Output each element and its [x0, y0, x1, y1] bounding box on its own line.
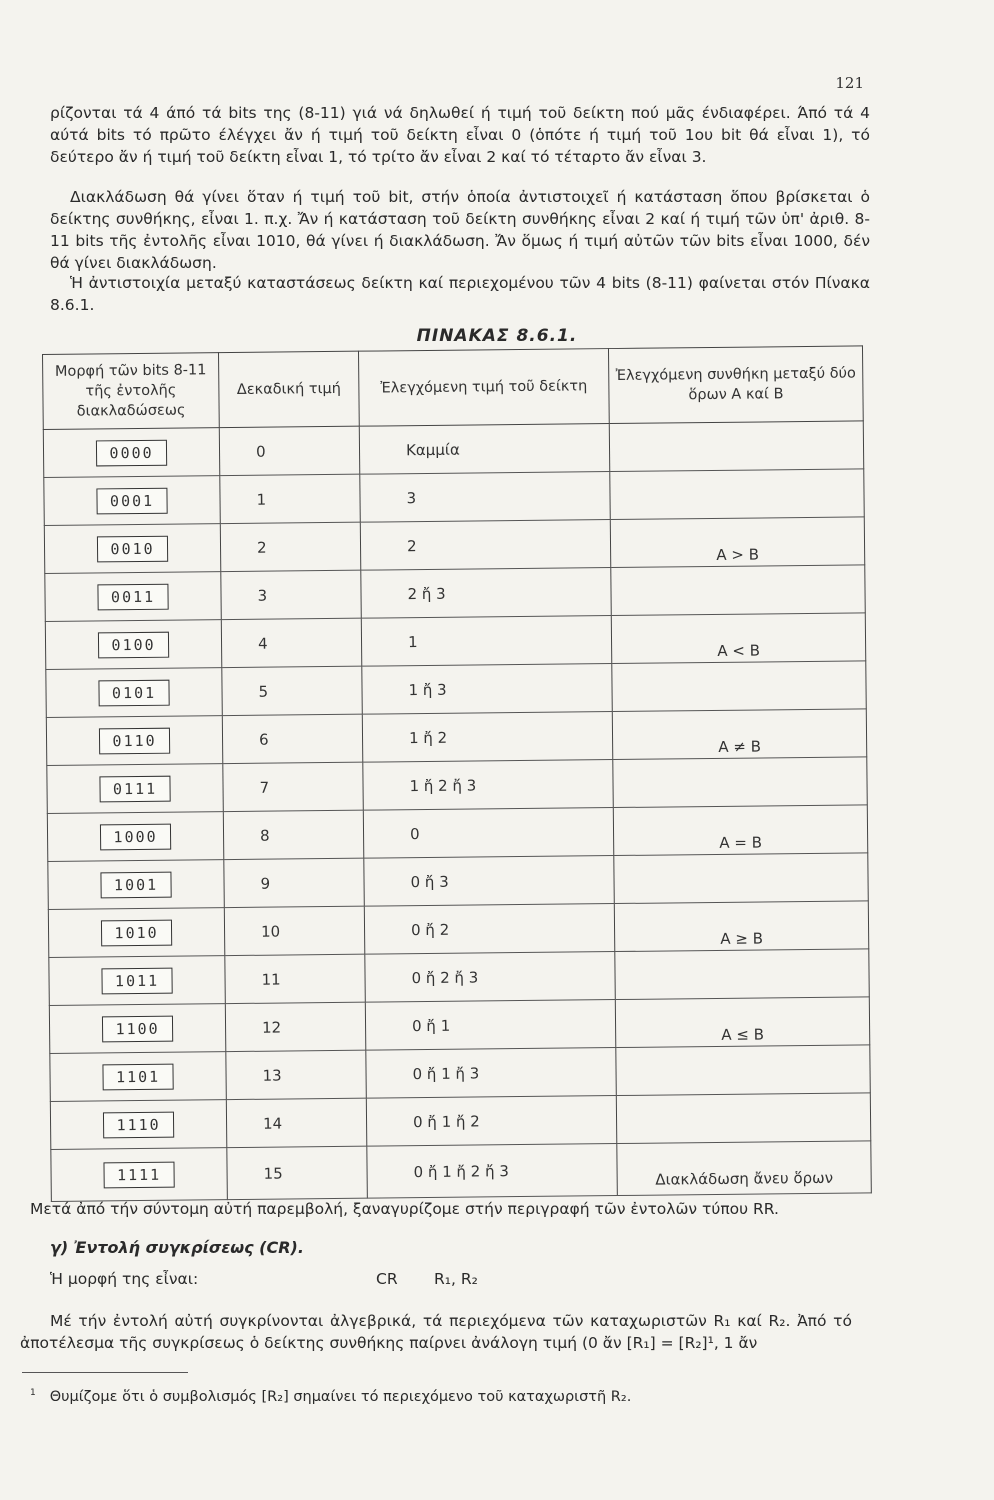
cell-decimal: 2	[220, 522, 360, 571]
table-row	[45, 565, 865, 622]
bit-pattern-box: 0011	[98, 583, 168, 610]
table-row	[47, 757, 867, 814]
table-row	[49, 949, 869, 1006]
cell-condition	[611, 565, 865, 616]
paragraph-branching: Διακλάδωση θά γίνει ὅταν ή τιμή τοῦ bit, στήν ὁποία ἀντιστοιχεῖ ή κατάσταση ὅπου βρίσκεται ὁ δείκτης συνθήκης, εἶναι 1. π.χ. Ἄν ή κατάσταση τοῦ δείκτη συνθήκης εἶναι 2 καί ή τιμή τῶν ὑπ' ἀριθ. 8-11 bits τῆς ἐντολῆς εἶναι 1010, θά γίνει ή διακλάδωση. Ἄν ὅμως ή τιμή αὐτῶν τῶν bits εἶναι 1000, δέν θά γίνει διακλάδωση.	[50, 188, 870, 272]
cell-indicator: 1 ἤ 2	[362, 712, 612, 763]
cell-indicator: Καμμία	[359, 424, 609, 475]
footnote-marker: 1	[30, 1388, 36, 1398]
cell-decimal: 3	[221, 570, 361, 619]
cell-bits	[44, 524, 220, 574]
cell-condition: A ≠ B	[612, 709, 866, 760]
cell-indicator: 0 ἤ 3	[364, 856, 614, 907]
bit-pattern-box: 0111	[100, 775, 170, 802]
cell-bits	[51, 1148, 228, 1202]
cell-bits	[49, 1004, 225, 1054]
header-bits-format: Μορφή τῶν bits 8-11 τῆς ἐντολῆς διακλαδώσεως	[43, 353, 220, 430]
cell-bits	[48, 860, 224, 910]
format-label: Ἡ μορφή της εἶναι:	[50, 1270, 199, 1288]
cell-condition: A ≤ B	[615, 997, 869, 1048]
cell-decimal: 5	[222, 666, 362, 715]
bit-pattern-box: 0110	[99, 727, 169, 754]
table-row	[47, 805, 867, 862]
cell-condition: Διακλάδωση ἄνευ ὅρων	[617, 1141, 872, 1196]
table-row	[50, 1045, 870, 1102]
cell-condition: A < B	[611, 613, 865, 664]
table-row	[43, 421, 863, 478]
cell-condition	[609, 421, 863, 472]
bit-pattern-box: 1011	[102, 967, 172, 994]
cell-bits	[43, 428, 219, 478]
table-row	[45, 613, 865, 670]
table-container	[42, 345, 871, 1189]
format-mnemonic: CR	[376, 1270, 398, 1288]
cell-decimal: 12	[225, 1002, 365, 1051]
cell-condition: A ≥ B	[614, 901, 868, 952]
cell-decimal: 0	[219, 426, 359, 475]
cell-condition: A = B	[613, 805, 867, 856]
cell-bits	[45, 572, 221, 622]
header-condition: Ἐλεγχόμενη συνθήκη μεταξύ δύο ὅρων A καί B	[608, 346, 863, 424]
paragraph-return-to-rr: Μετά ἀπό τήν σύντομη αὐτή παρεμβολή, ξαναγυρίζομε στήν περιγραφή τῶν ἐντολῶν τύπου RR.	[30, 1200, 779, 1218]
footnote-text: Θυμίζομε ὅτι ὁ συμβολισμός [R₂] σημαίνει τό περιεχόμενο τοῦ καταχωριστῆ R₂.	[49, 1388, 632, 1405]
cell-decimal: 9	[224, 858, 364, 907]
cell-indicator: 1 ἤ 2 ἤ 3	[363, 760, 613, 811]
cell-indicator: 3	[360, 472, 610, 523]
cell-condition	[614, 853, 868, 904]
cell-condition	[613, 757, 867, 808]
section-heading-cr: γ) Ἐντολή συγκρίσεως (CR).	[50, 1238, 304, 1257]
cell-bits	[50, 1052, 226, 1102]
paragraph-intro: ρίζονται τά 4 άπό τά bits της (8-11) γιά νά δηλωθεί ή τιμή τοῦ δείκτη πού μᾶς ένδιαφέρει. Άπό τά 4 αύτά bits τό πρῶτο έλέγχει ἄν ή τιμή τοῦ δείκτη εἶναι 0 (ὁπότε ή τιμή τοῦ 1ου bit θά εἶναι 1), τό δεύτερο ἄν ή τιμή τοῦ δείκτη εἶναι 1, τό τρίτο ἄν εἶναι 2 καί τό τέταρτο ἄν εἶναι 3.	[50, 104, 870, 166]
bit-pattern-box: 1110	[103, 1111, 173, 1138]
header-decimal-value: Δεκαδική τιμή	[218, 351, 359, 427]
cell-indicator: 2	[360, 520, 610, 571]
bit-pattern-box: 1100	[102, 1015, 172, 1042]
cell-decimal: 11	[225, 954, 365, 1003]
paragraph-table-reference: Ἡ ἀντιστοιχία μεταξύ καταστάσεως δείκτη καί περιεχομένου τῶν 4 bits (8-11) φαίνεται στόν Πίνακα 8.6.1.	[50, 274, 870, 314]
cell-indicator: 1 ἤ 3	[362, 664, 612, 715]
cell-decimal: 14	[226, 1098, 366, 1147]
cell-decimal: 15	[227, 1146, 368, 1199]
table-row	[49, 997, 869, 1054]
bit-pattern-box: 1000	[100, 823, 170, 850]
table-body	[43, 421, 871, 1202]
bit-pattern-box: 0010	[97, 535, 167, 562]
table-row	[48, 901, 868, 958]
cell-condition	[612, 661, 866, 712]
bit-pattern-box: 1001	[101, 871, 171, 898]
cell-condition	[616, 1045, 870, 1096]
table-row	[48, 853, 868, 910]
cell-bits	[44, 476, 220, 526]
cell-indicator: 0 ἤ 1 ἤ 2	[366, 1096, 616, 1147]
table-header-row	[43, 346, 864, 430]
cell-bits	[50, 1100, 226, 1150]
table-row	[44, 469, 864, 526]
bit-pattern-box: 0100	[98, 631, 168, 658]
cell-condition	[610, 469, 864, 520]
header-indicator-value: Ἐλεγχόμενη τιμή τοῦ δείκτη	[358, 349, 609, 427]
cell-condition: A > B	[610, 517, 864, 568]
cell-condition	[615, 949, 869, 1000]
cell-indicator: 0 ἤ 1 ἤ 2 ἤ 3	[367, 1144, 618, 1199]
table-row	[50, 1093, 870, 1150]
cell-condition	[616, 1093, 870, 1144]
cell-bits	[49, 956, 225, 1006]
cell-bits	[48, 908, 224, 958]
cell-indicator: 0 ἤ 2 ἤ 3	[365, 952, 615, 1003]
cell-bits	[46, 668, 222, 718]
bit-pattern-box: 1101	[103, 1063, 173, 1090]
cell-decimal: 13	[226, 1050, 366, 1099]
cell-decimal: 6	[222, 714, 362, 763]
bit-pattern-box: 1010	[101, 919, 171, 946]
bit-pattern-box: 1111	[104, 1161, 174, 1188]
table-title: ΠΙΝΑΚΑΣ 8.6.1.	[416, 326, 578, 346]
cell-bits	[47, 812, 223, 862]
bit-pattern-box: 0000	[96, 439, 166, 466]
cell-indicator: 2 ἤ 3	[361, 568, 611, 619]
table-row	[46, 661, 866, 718]
cell-decimal: 1	[220, 474, 360, 523]
bit-pattern-box: 0001	[97, 487, 167, 514]
cell-indicator: 0	[363, 808, 613, 859]
cell-bits	[45, 620, 221, 670]
cell-indicator: 1	[361, 616, 611, 667]
cell-decimal: 7	[223, 762, 363, 811]
cell-decimal: 8	[223, 810, 363, 859]
cell-bits	[46, 716, 222, 766]
table-row	[46, 709, 866, 766]
table-row	[51, 1141, 871, 1202]
footnote	[30, 1388, 631, 1405]
condition-table	[42, 345, 872, 1202]
bit-pattern-box: 0101	[99, 679, 169, 706]
cell-indicator: 0 ἤ 2	[364, 904, 614, 955]
cell-decimal: 4	[221, 618, 361, 667]
footnote-divider	[22, 1372, 188, 1373]
cell-indicator: 0 ἤ 1 ἤ 3	[366, 1048, 616, 1099]
format-operands: R₁, R₂	[434, 1270, 478, 1288]
cell-decimal: 10	[224, 906, 364, 955]
paragraph-cr-description: Μέ τήν ἐντολή αὐτή συγκρίνονται ἀλγεβρικά, τά περιεχόμενα τῶν καταχωριστῶν R₁ καί R₂. Ἀπό τό ἀποτέλεσμα τῆς συγκρίσεως ὁ δείκτης συνθήκης παίρνει ἀνάλογη τιμή (0 ἄν [R₁] = [R₂]¹, 1 ἄν	[20, 1312, 852, 1352]
page-number: 121	[835, 74, 864, 92]
cell-indicator: 0 ἤ 1	[365, 1000, 615, 1051]
cell-bits	[47, 764, 223, 814]
table-row	[44, 517, 864, 574]
